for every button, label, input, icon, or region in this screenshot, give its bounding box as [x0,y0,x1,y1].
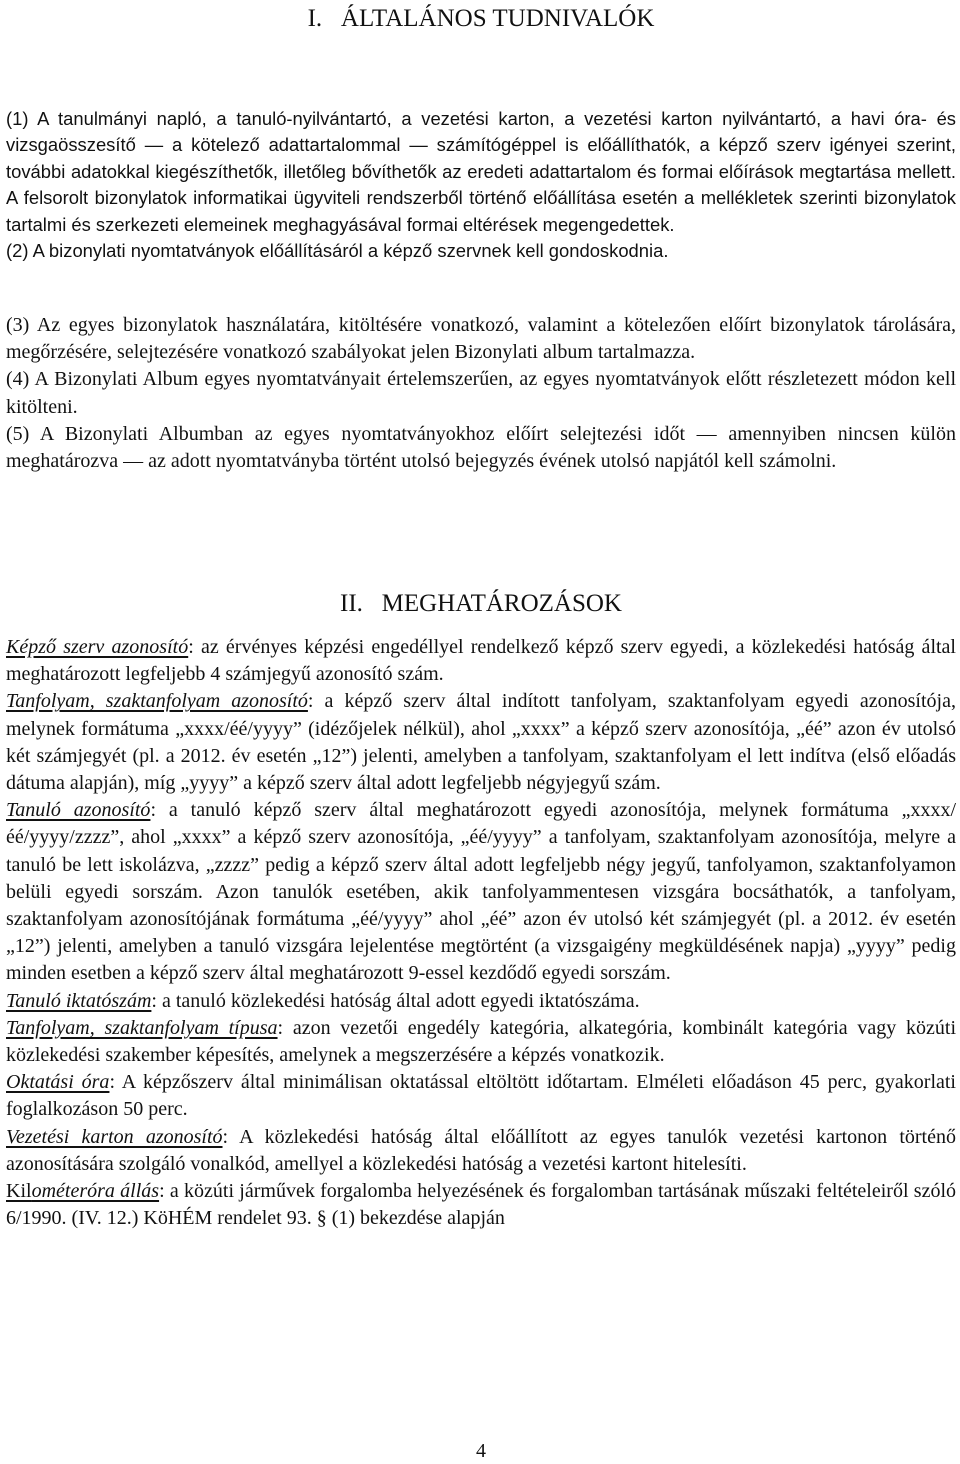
definition-text: : a képző szerv által indított tanfolyam, szaktanfolyam egyedi azonosítója, melynek formátuma „xxxx/éé/yyyy” (idézőjelek nélkül), ahol „xxxx” a képző szerv azonosítója, „éé” azon év utolsó két számjegyét (pl. a 2012. év esetén „12”) jelenti, amelyben a tanfolyam, szaktanfolyam el lett indítva (első előadás dátuma alapján), míg „yyyy” a képző szerv által adott legfeljebb négyjegyű szám. [6,690,956,795]
definition-term: Oktatási óra [6,1071,110,1094]
definition-text: : azon vezetői engedély kategória, alkategória, kombinált kategória vagy közúti közlekedési szakember képesítés, amelynek a megszerzésére a képzés vonatkozik. [6,1016,956,1067]
definition-text: : a közúti járművek forgalomba helyezésének és forgalomban tartásának műszaki feltételeiről szóló 6/1990. (IV. 12.) KöHÉM rendelet 93. § (1) bekezdése alapján [6,1180,957,1230]
definition-term: Képző szerv azonosító [6,636,189,658]
definition-text: : a tanuló közlekedési hatóság által adott egyedi iktatószáma. [151,989,640,1012]
section-1-body-serif [6,312,956,475]
definition-term: ométeróra állás [31,1180,160,1203]
definition-term: Tanuló iktatószám [6,989,152,1012]
definition-term-prefix: Kil [6,1180,32,1203]
definition-term: Tanfolyam, szaktanfolyam típusa [6,1016,278,1039]
section-1-body [6,106,956,264]
definition-text: : A közlekedési hatóság által előállított az egyes tanulók vezetési kartonon történő azonosítására szolgáló vonalkód, amellyel a közlekedési hatóság a vezetési kartont hitelesíti. [6,1125,956,1175]
definition-tanulo-iktatoszam [6,988,956,1015]
paragraph-1: (1) A tanulmányi napló, a tanuló-nyilvántartó, a vezetési karton, a vezetési karton nyilvántartó, a havi óra- és vizsgaösszesítő ― a kötelező adattartalommal ― számítógéppel is előállíthatók, a képző szerv igényei szerint, további adatokkal kiegészíthetők, illetőleg bővíthetők az eredeti adattartalom és formai előírások megtartása mellett. A felsorolt bizonylatok informatikai ügyviteli rendszerből történő előállítása esetén a mellékletek szerinti bizonylatok tartalmi és szerkezeti elemeinek meghagyásával formai eltérések megengedettek. [6,108,956,235]
section-1-heading: I. ÁLTALÁNOS TUDNIVALÓK [307,5,655,32]
definition-vezetesi-karton-azonosito [6,1124,956,1178]
definition-tanulo-azonosito [6,797,956,987]
paragraph-5: (5) A Bizonylati Albumban az egyes nyomtatványokhoz előírt selejtezési időt ― amennyiben nincsen külön meghatározva ― az adott nyomtatványba történt utolsó bejegyzés évének utolsó napjától kell számolni. [6,422,956,473]
definition-text: : A képzőszerv által minimálisan oktatással eltöltött időtartam. Elméleti előadáson 45 perc, gyakorlati foglalkozáson 50 perc. [6,1071,956,1121]
section-2-heading: II. MEGHATÁROZÁSOK [340,590,622,617]
paragraph-3: (3) Az egyes bizonylatok használatára, kitöltésére vonatkozó, valamint a kötelezően előírt bizonylatok tárolására, megőrzésére, selejtezésére vonatkozó szabályokat jelen Bizonylati album tartalmazza. [6,314,956,364]
definition-text: : az érvényes képzési engedéllyel rendelkező képző szerv egyedi, a közlekedési hatóság által meghatározott legfeljebb 4 számjegyű azonosító szám. [6,636,956,686]
page-number: 4 [476,1440,486,1462]
definition-text: : a tanuló képző szerv által meghatározott egyedi azonosítója, melynek formátuma „xxxx/éé/yyyy/zzzz”, ahol „xxxx” a képző szerv azonosítója, „éé/yyyy” a tanfolyam, szaktanfolyam azonosítója, melyre a tanuló be lett iskolázva, „zzzz” pedig a képző szerv által adott legfeljebb négy jegyű, tanfolyamon, szaktanfolyamon belüli egyedi sorszám. Azon tanulók esetében, akik tanfolyammentesen vizsgára bocsáthatók, a tanfolyam, szaktanfolyam azonosítójának formátuma „éé/yyyy” ahol „éé” azon év utolsó két számjegyét (pl. a 2012. év esetén „12”) jelenti, amelyben a tanuló vizsgára lejelentése megtörtént (a vizsgaigény megküldésének napja) „yyyy” pedig minden esetben a képző szerv által meghatározott 9-essel kezdődő egyedi sorszám. [6,799,956,985]
definition-term: Tanuló azonosító [6,799,151,822]
definition-term: Vezetési karton azonosító [6,1125,223,1148]
definition-tanfolyam-azonosito [6,688,956,797]
definition-kepzo-szerv-azonosito [6,634,956,688]
definition-term: Tanfolyam, szaktanfolyam azonosító [6,690,308,713]
definition-tanfolyam-tipusa [6,1015,956,1069]
definition-oktatasi-ora [6,1069,956,1123]
paragraph-2: (2) A bizonylati nyomtatványok előállításáról a képző szervnek kell gondoskodnia. [6,240,669,262]
definitions-list [6,634,956,1232]
definition-kilometerora-allas [6,1178,956,1232]
paragraph-4: (4) A Bizonylati Album egyes nyomtatványait értelemszerűen, az egyes nyomtatványok előtt részletezett módon kell kitölteni. [6,368,956,418]
